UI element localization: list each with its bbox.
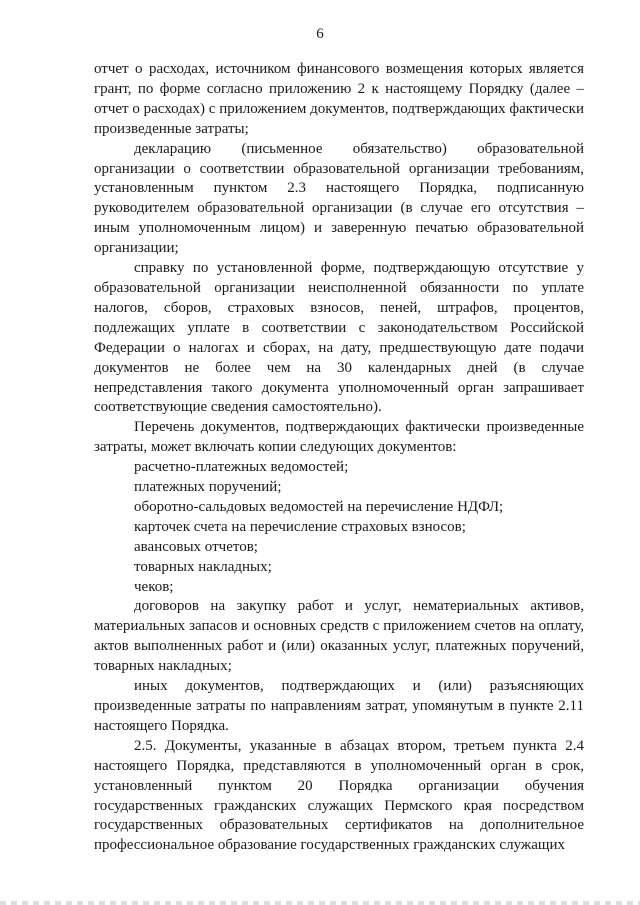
list-item: расчетно-платежных ведомостей;	[134, 459, 349, 476]
paragraph-declaration: декларацию (письменное обязательство) образовательной организации о соответствии образовательной организации требованиям, установленным пунктом 2.3 настоящего Порядка, подписанную руководителем образовательной организации (в случае его отсутствия – иным уполномоченным лицом) и заверенную печатью образовательной организации;	[94, 140, 584, 257]
list-item: платежных поручений;	[134, 479, 282, 496]
list-item: оборотно-сальдовых ведомостей на перечисление НДФЛ;	[134, 498, 504, 515]
paragraph-tax-certificate: справку по установленной форме, подтверждающую отсутствие у образовательной организации неисполненной обязанности по уплате налогов, сборов, страховых взносов, пеней, штрафов, процентов, подлежащих уплате в соответствии с законодательством Российской Федерации о налогах и сборах, на дату, предшествующую дате подачи документов не более чем на 30 календарных дней (в случае непредставления такого документа уполномоченный орган запрашивает соответствующие сведения самостоятельно).	[94, 260, 584, 416]
list-item: товарных накладных;	[134, 558, 272, 575]
list-item: чеков;	[134, 578, 174, 595]
paragraph-other-documents: иных документов, подтверждающих и (или) разъясняющих произведенные затраты по направлениям затрат, упомянутым в пункте 2.11 настоящего Порядка.	[94, 678, 584, 734]
paragraph-document-list-intro: Перечень документов, подтверждающих фактически произведенные затраты, может включать копии следующих документов:	[94, 419, 584, 456]
paragraph-contracts: договоров на закупку работ и услуг, нематериальных активов, материальных запасов и основных средств с приложением счетов на оплату, актов выполненных работ и (или) оказанных услуг, платежных поручений, товарных накладных;	[94, 598, 584, 675]
paragraph-expense-report: отчет о расходах, источником финансового возмещения которых является грант, по форме согласно приложению 2 к настоящему Порядку (далее – отчет о расходах) с приложением документов, подтверждающих фактически произведенные затраты;	[94, 61, 584, 137]
list-item: авансовых отчетов;	[134, 538, 258, 555]
paragraph-section-2-5: 2.5. Документы, указанные в абзацах втором, третьем пункта 2.4 настоящего Порядка, представляются в уполномоченный орган в срок, установленный пунктом 20 Порядка организации обучения государственных гражданских служащих Пермского края посредством государственных образовательных сертификатов на дополнительное профессиональное образование государственных гражданских служащих	[94, 737, 584, 854]
scan-edge-artifact	[0, 901, 640, 905]
document-body	[94, 60, 584, 856]
page-number: 6	[316, 26, 324, 42]
list-item: карточек счета на перечисление страховых взносов;	[134, 518, 466, 535]
